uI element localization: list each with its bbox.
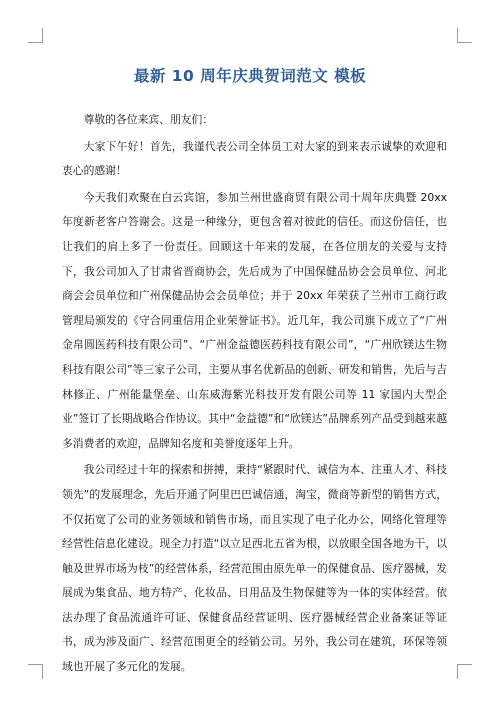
paragraph-salutation: 尊敬的各位来宾、朋友们：: [83, 113, 214, 126]
document-body: [62, 108, 447, 682]
paragraph-greeting: 大家下午好！首先，我谨代表公司全体员工对大家的到来表示诚挚的欢迎和衷心的感谢！: [62, 139, 447, 178]
crop-mark-top-right: [457, 28, 472, 43]
crop-mark-bottom-right: [457, 664, 472, 679]
crop-mark-top-left: [28, 28, 43, 43]
document-title: 最新 10 周年庆典贺词范文 模板: [133, 67, 367, 85]
paragraph-history: 今天我们欢聚在白云宾馆，参加兰州世盛商贸有限公司十周年庆典暨 20xx 年度新老客户答谢会。这是一种缘分，更包含着对彼此的信任。而这份信任，也让我们的肩上多了一份责任。回顾这十年来的发展，在各位朋友的关爱与支持下，我公司加入了甘肃省晋商协会，先后成为了中国保健品协会会员单位、河北商会会员单位和广州保健品协会会员单位；并于 20xx 年荣获了兰州市工商行政管理局颁发的《守合同重信用企业荣誉证书》。近几年，我公司旗下成立了“广州金帛圆医药科技有限公司”、“广州金益德医药科技有限公司”，“广州欣镁达生物科技有限公司”等三家子公司，主要从事名优新品的创新、研发和销售，先后与吉林修正、广州能量堡垒、山东威海紫光科技开发有限公司等 11 家国内大型企业”签订了长期战略合作协议。其中“金益德”和“欣镁达”品牌系列产品受到越来越多消费者的欢迎，品牌知名度和美誉度逐年上升。: [62, 190, 447, 450]
paragraph-development: 我公司经过十年的探索和拼搏，秉持“紧跟时代、诚信为本、注重人才、科技领先”的发展理念，先后开通了阿里巴巴诚信通，淘宝，微商等新型的销售方式，不仅拓宽了公司的业务领域和销售市场，而且实现了电子化办公，网络化管理等经营性信息化建设。现全力打造“以立足西北五省为根，以放眼全国各地为干，以触及世界市场为枝”的经营体系，经营范围由原先单一的保健食品、医疗器械，发展成为集食品、地方特产、化妆品、日用品及生物保健等为一体的实体经营。依法办理了食品流通许可证、保健食品经营证明、医疗器械经营企业备案证等证书，成为涉及面广、经营范围更全的经销公司。另外，我公司在建筑，环保等领域也开展了多元化的发展。: [62, 463, 447, 674]
crop-mark-bottom-left: [28, 664, 43, 679]
